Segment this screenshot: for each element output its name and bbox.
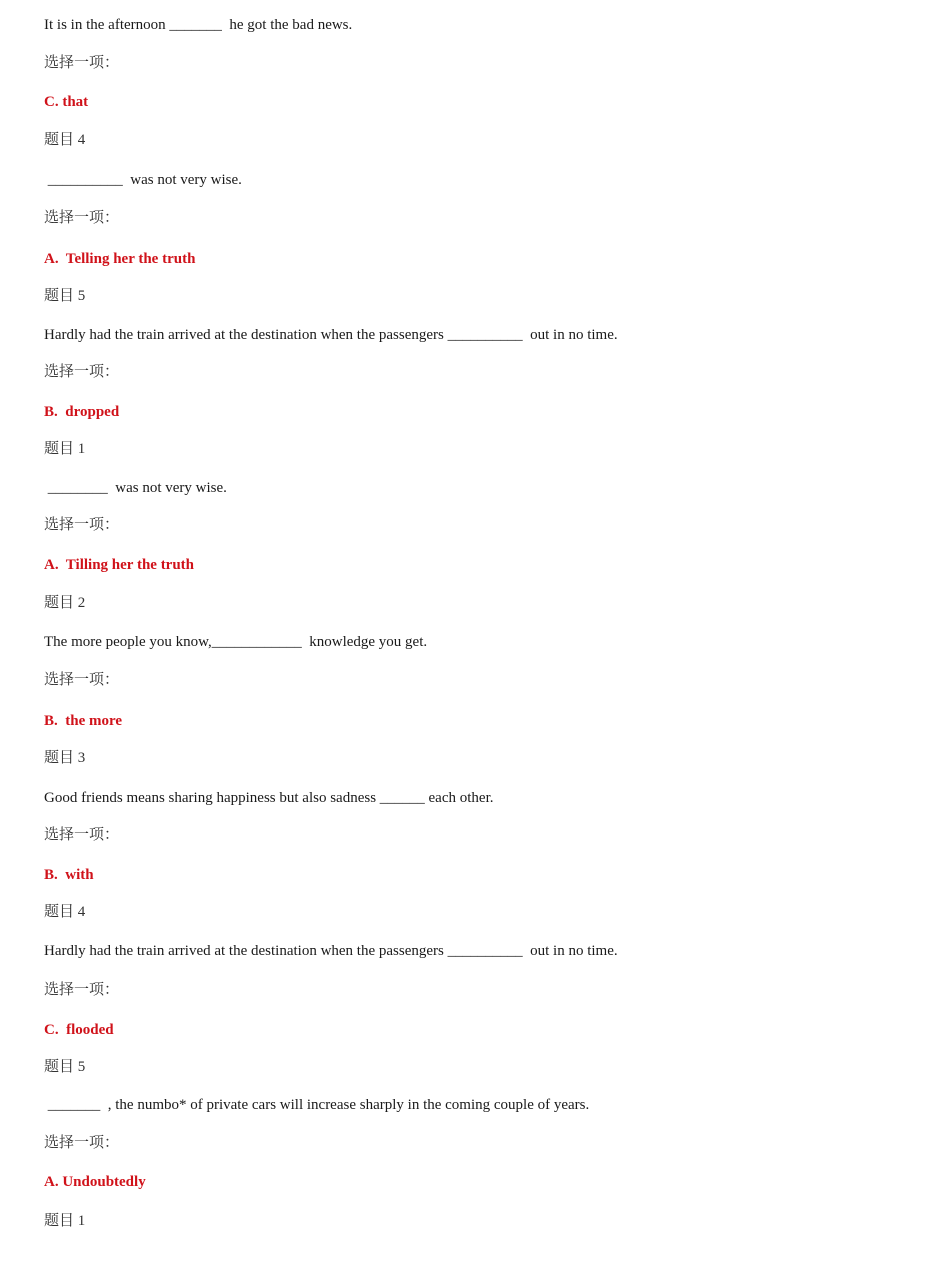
question-heading: 题目 1 (44, 441, 86, 457)
question-text: The more people you know,____________ knowledge you get. (44, 634, 428, 650)
question-text: _______ , the numbo* of private cars will increase sharply in the coming couple of years. (44, 1097, 590, 1113)
question-text: Hardly had the train arrived at the destination when the passengers __________ out in no time. (44, 943, 618, 959)
correct-answer: A. Undoubtedly (44, 1174, 146, 1190)
correct-answer: C. flooded (44, 1022, 114, 1038)
choose-one-prompt: 选择一项： (44, 55, 120, 71)
question-heading: 题目 2 (44, 595, 86, 611)
question-heading: 题目 4 (44, 132, 86, 148)
question-heading: 题目 5 (44, 288, 86, 304)
question-text: Hardly had the train arrived at the destination when the passengers __________ out in no time. (44, 327, 618, 343)
question-heading: 题目 4 (44, 904, 86, 920)
question-heading: 题目 5 (44, 1059, 86, 1075)
choose-one-prompt: 选择一项： (44, 1135, 120, 1151)
choose-one-prompt: 选择一项： (44, 672, 120, 688)
choose-one-prompt: 选择一项： (44, 517, 120, 533)
question-heading: 题目 3 (44, 750, 86, 766)
correct-answer: A. Tilling her the truth (44, 557, 195, 573)
choose-one-prompt: 选择一项： (44, 210, 120, 226)
question-text: __________ was not very wise. (44, 172, 242, 188)
correct-answer: B. the more (44, 713, 123, 729)
correct-answer: B. dropped (44, 404, 120, 420)
correct-answer: C. that (44, 94, 89, 110)
question-text: ________ was not very wise. (44, 480, 227, 496)
question-text: It is in the afternoon _______ he got the bad news. (44, 17, 353, 33)
choose-one-prompt: 选择一项： (44, 982, 120, 998)
question-text: Good friends means sharing happiness but also sadness ______ each other. (44, 790, 494, 806)
choose-one-prompt: 选择一项： (44, 827, 120, 843)
question-heading: 题目 1 (44, 1213, 86, 1229)
correct-answer: A. Telling her the truth (44, 251, 196, 267)
choose-one-prompt: 选择一项： (44, 364, 120, 380)
correct-answer: B. with (44, 867, 94, 883)
